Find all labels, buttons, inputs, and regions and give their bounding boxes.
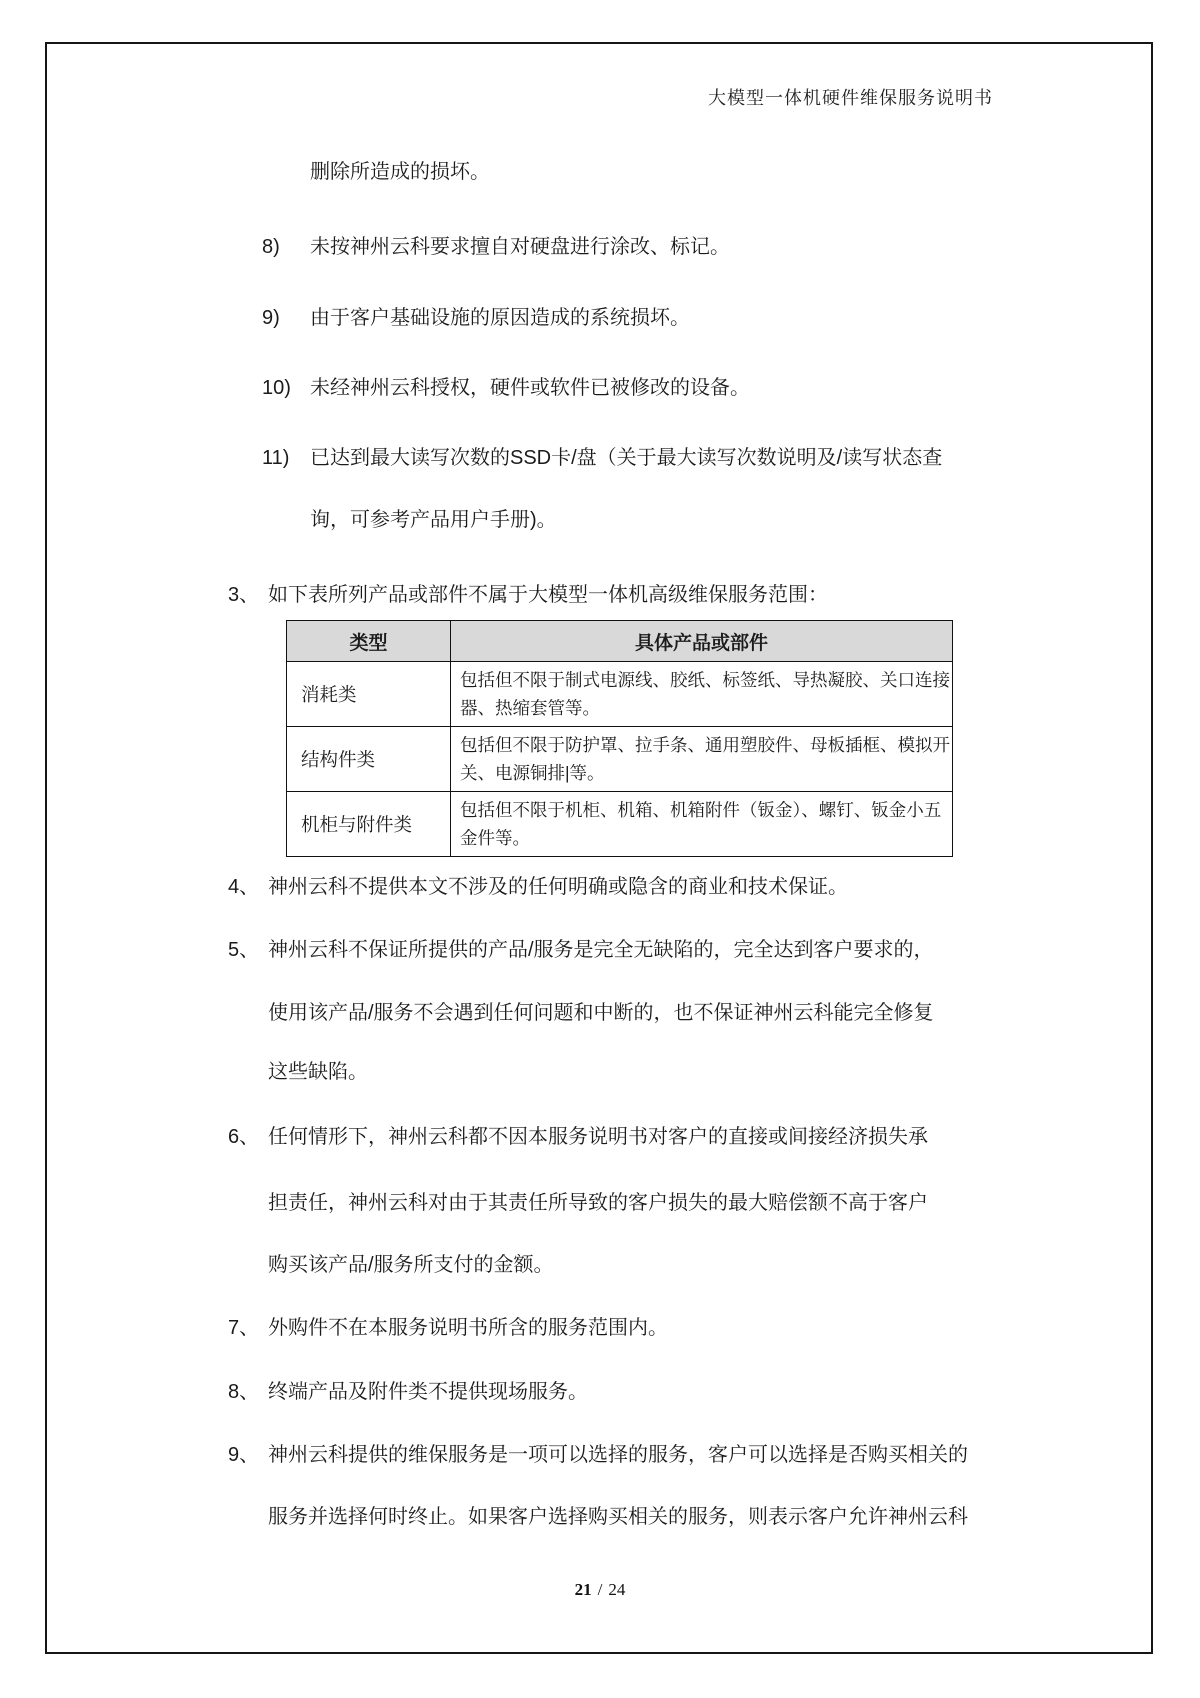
list-item-8 (228, 1378, 588, 1406)
list-item-6-line3: 购买该产品/服务所支付的金额。 (268, 1254, 554, 1276)
sub-list-item-8 (262, 233, 730, 261)
table-header-type: 类型 (287, 621, 451, 662)
item-text: 神州云科不保证所提供的产品/服务是完全无缺陷的，完全达到客户要求的， (268, 939, 934, 961)
table-header-row (287, 621, 953, 662)
page-header-title: 大模型一体机硬件维保服务说明书 (708, 88, 993, 108)
excluded-products-table (286, 620, 953, 857)
sub-list-item-11 (262, 444, 942, 472)
sub-item-number: 8) (262, 236, 280, 258)
table-cell-category: 机柜与附件类 (287, 792, 451, 857)
list-item-6 (228, 1123, 928, 1151)
item-number: 8、 (228, 1381, 260, 1403)
item-text: 神州云科不提供本文不涉及的任何明确或隐含的商业和技术保证。 (268, 876, 848, 898)
sub-item-text: 已达到最大读写次数的SSD卡/盘（关于最大读写次数说明及/读写状态查 (310, 447, 943, 469)
sub-item-number: 9) (262, 307, 280, 329)
item-number: 6、 (228, 1126, 260, 1148)
table-cell-category: 结构件类 (287, 727, 451, 792)
list-item-9-line2: 服务并选择何时终止。如果客户选择购买相关的服务，则表示客户允许神州云科 (268, 1506, 968, 1528)
table-cell-details: 包括但不限于机柜、机箱、机箱附件（钣金）、螺钉、钣金小五金件等。 (451, 792, 953, 857)
table-header-details: 具体产品或部件 (451, 621, 953, 662)
item-text: 外购件不在本服务说明书所含的服务范围内。 (268, 1317, 668, 1339)
item-number: 9、 (228, 1444, 260, 1466)
page-footer (0, 1580, 1200, 1600)
item-number: 5、 (228, 939, 260, 961)
table-row (287, 662, 953, 727)
list-item-5-line2: 使用该产品/服务不会遇到任何问题和中断的，也不保证神州云科能完全修复 (268, 1002, 934, 1024)
table-row (287, 792, 953, 857)
item-text: 终端产品及附件类不提供现场服务。 (268, 1381, 588, 1403)
footer-total-pages: 24 (608, 1580, 626, 1599)
sub-list-item-9 (262, 304, 690, 332)
item-number: 4、 (228, 876, 260, 898)
item-text: 任何情形下，神州云科都不因本服务说明书对客户的直接或间接经济损失承 (268, 1126, 928, 1148)
item-number: 3、 (228, 584, 260, 606)
table-cell-category: 消耗类 (287, 662, 451, 727)
sub-item-number: 11) (262, 447, 290, 469)
list-continuation-line: 删除所造成的损坏。 (310, 161, 490, 183)
list-item-6-line2: 担责任，神州云科对由于其责任所导致的客户损失的最大赔偿额不高于客户 (268, 1192, 928, 1214)
table-cell-details: 包括但不限于制式电源线、胶纸、标签纸、导热凝胶、关口连接器、热缩套管等。 (451, 662, 953, 727)
item-number: 7、 (228, 1317, 260, 1339)
sub-item-text: 由于客户基础设施的原因造成的系统损坏。 (310, 307, 690, 329)
footer-current-page: 21 (574, 1580, 592, 1599)
footer-separator: / (597, 1580, 603, 1599)
sub-list-item-10 (262, 374, 750, 402)
list-item-4 (228, 873, 848, 901)
list-item-7 (228, 1314, 668, 1342)
list-item-5-line3: 这些缺陷。 (268, 1061, 368, 1083)
sub-item-text: 未经神州云科授权，硬件或软件已被修改的设备。 (310, 377, 750, 399)
sub-item-number: 10) (262, 377, 291, 399)
list-item-3 (228, 581, 828, 609)
sub-list-item-11-line2: 询，可参考产品用户手册)。 (310, 509, 557, 531)
list-item-9 (228, 1441, 968, 1469)
item-text: 如下表所列产品或部件不属于大模型一体机高级维保服务范围： (268, 584, 828, 606)
item-text: 神州云科提供的维保服务是一项可以选择的服务，客户可以选择是否购买相关的 (268, 1444, 968, 1466)
table-cell-details: 包括但不限于防护罩、拉手条、通用塑胶件、母板插框、模拟开关、电源铜排|等。 (451, 727, 953, 792)
table-row (287, 727, 953, 792)
sub-item-text: 未按神州云科要求擅自对硬盘进行涂改、标记。 (310, 236, 730, 258)
list-item-5 (228, 936, 934, 964)
